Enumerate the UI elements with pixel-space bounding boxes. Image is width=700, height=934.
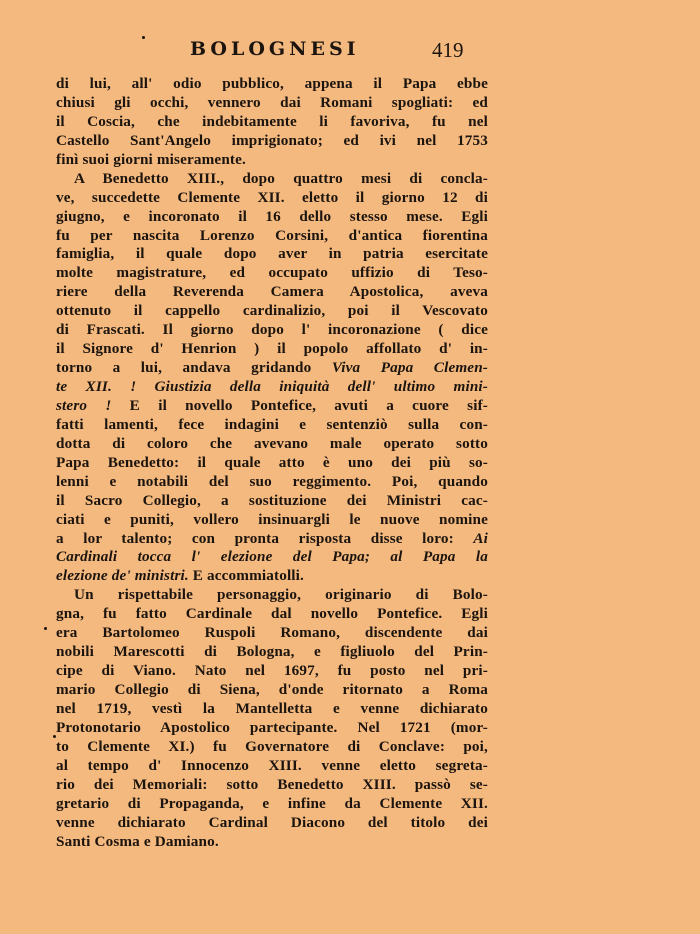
- line-text: rio dei Memoriali: sotto Benedetto XIII. passò se-: [56, 775, 488, 793]
- text-line: [56, 548, 488, 567]
- text-line: [56, 189, 488, 208]
- text-line: [56, 359, 488, 378]
- text-line: [56, 643, 488, 662]
- text-line: [56, 814, 488, 833]
- text-line: [56, 416, 488, 435]
- line-text: mario Collegio di Siena, d'onde ritornato a Roma: [56, 681, 488, 698]
- text-line: [56, 662, 488, 681]
- text-line: [56, 397, 488, 416]
- text-line: [56, 473, 488, 492]
- text-line: [56, 132, 488, 151]
- text-line: [56, 151, 488, 170]
- line-text: Santi Cosma e Damiano.: [56, 832, 219, 850]
- line-text: torno a lui, andava gridando: [56, 359, 332, 377]
- text-line: [56, 567, 488, 586]
- line-text: di lui, all' odio pubblico, appena il Papa ebbe: [56, 75, 488, 92]
- italic-span: Cardinali tocca l' elezione del Papa; al Papa la: [56, 548, 488, 566]
- line-text: E il novello Pontefice, avuti a cuore sif-: [111, 396, 488, 414]
- text-line: [56, 586, 488, 605]
- text-line: [56, 454, 488, 473]
- text-line: [56, 321, 488, 340]
- text-line: [56, 738, 488, 757]
- text-line: [56, 511, 488, 530]
- text-line: [56, 833, 488, 852]
- line-text: gna, fu fatto Cardinale dal novello Pontefice. Egli: [56, 605, 488, 623]
- line-text: Protonotario Apostolico partecipante. Nel 1721 (mor-: [56, 718, 488, 736]
- line-text: il Sacro Collegio, a sostituzione dei Ministri cac-: [56, 491, 488, 509]
- italic-span: Viva Papa Clemen-: [331, 359, 488, 377]
- italic-span: te XII. ! Giustizia della iniquità dell' ultimo mini-: [56, 378, 488, 395]
- line-text: il Signore d' Henrion ) il popolo affollato d' in-: [56, 340, 488, 358]
- line-text: ottenuto il cappello cardinalizio, poi il Vescovato: [56, 302, 488, 320]
- text-line: [56, 681, 488, 700]
- text-line: [56, 264, 488, 283]
- line-text: cipe di Viano. Nato nel 1697, fu posto nel pri-: [56, 662, 488, 680]
- line-text: chiusi gli occhi, vennero dai Romani spogliati: ed: [56, 93, 488, 111]
- line-text: Un rispettabile personaggio, originario di Bolo-: [74, 586, 488, 604]
- body-text: [56, 75, 488, 851]
- line-text: venne dichiarato Cardinal Diacono del titolo dei: [56, 813, 488, 831]
- line-text: nel 1719, vestì la Mantelletta e venne dichiarato: [56, 699, 488, 717]
- text-line: [56, 94, 488, 113]
- line-text: nobili Marescotti di Bologna, e figliuolo del Prin-: [56, 643, 488, 661]
- line-text: finì suoi giorni miseramente.: [56, 150, 246, 168]
- text-line: [56, 378, 488, 397]
- text-line: [56, 795, 488, 814]
- line-text: molte magistrature, ed occupato uffizio di Teso-: [56, 264, 488, 282]
- text-line: [56, 757, 488, 776]
- line-text: fatti lamenti, fece indagini e sentenziò sulla con-: [56, 415, 488, 433]
- line-text: era Bartolomeo Ruspoli Romano, discendente dai: [56, 624, 488, 642]
- text-line: [56, 435, 488, 454]
- line-text: lenni e notabili del suo reggimento. Poi, quando: [56, 472, 488, 490]
- text-line: [56, 208, 488, 227]
- line-text: A Benedetto XIII., dopo quattro mesi di concla-: [74, 169, 488, 187]
- text-line: [56, 700, 488, 719]
- line-text: a lor talento; con pronta risposta disse loro:: [56, 529, 474, 547]
- line-text: E accommiatolli.: [188, 567, 304, 585]
- line-text: ve, succedette Clemente XII. eletto il giorno 12 di: [56, 188, 488, 206]
- line-text: fu per nascita Lorenzo Corsini, d'antica fiorentina: [56, 226, 488, 244]
- ink-speck: [142, 36, 145, 39]
- line-text: Castello Sant'Angelo imprigionato; ed ivi nel 1753: [56, 131, 488, 149]
- text-line: [56, 302, 488, 321]
- italic-span: stero !: [56, 396, 112, 414]
- ink-speck: [44, 627, 47, 630]
- italic-span: elezione de' ministri.: [56, 567, 189, 585]
- text-line: [56, 75, 488, 94]
- text-line: [56, 776, 488, 795]
- italic-span: Ai: [473, 529, 488, 547]
- line-text: di Frascati. Il giorno dopo l' incoronazione ( dice: [56, 321, 488, 339]
- line-text: Papa Benedetto: il quale atto è uno dei più so-: [56, 453, 488, 471]
- text-line: [56, 605, 488, 624]
- line-text: riere della Reverenda Camera Apostolica, aveva: [56, 283, 488, 301]
- line-text: gretario di Propaganda, e infine da Clemente XII.: [56, 794, 488, 812]
- text-line: [56, 283, 488, 302]
- line-text: dotta di coloro che avevano male operato sotto: [56, 434, 488, 452]
- line-text: famiglia, il quale dopo aver in patria esercitate: [56, 245, 488, 263]
- text-line: [56, 170, 488, 189]
- text-line: [56, 340, 488, 359]
- line-text: il Coscia, che indebitamente li favoriva, fu nel: [56, 112, 488, 130]
- running-head: [0, 38, 700, 66]
- text-line: [56, 530, 488, 549]
- text-line: [56, 624, 488, 643]
- line-text: giugno, e incoronato il 16 dello stesso mese. Egli: [56, 207, 488, 225]
- page-number: 419: [432, 38, 464, 62]
- text-line: [56, 245, 488, 264]
- text-line: [56, 492, 488, 511]
- running-title: BOLOGNESI: [190, 38, 360, 60]
- text-line: [56, 719, 488, 738]
- line-text: to Clemente XI.) fu Governatore di Conclave: poi,: [56, 737, 488, 755]
- line-text: al tempo d' Innocenzo XIII. venne eletto segreta-: [56, 756, 488, 774]
- text-line: [56, 227, 488, 246]
- line-text: ciati e puniti, vollero insinuargli le nuove nomine: [56, 510, 488, 528]
- text-line: [56, 113, 488, 132]
